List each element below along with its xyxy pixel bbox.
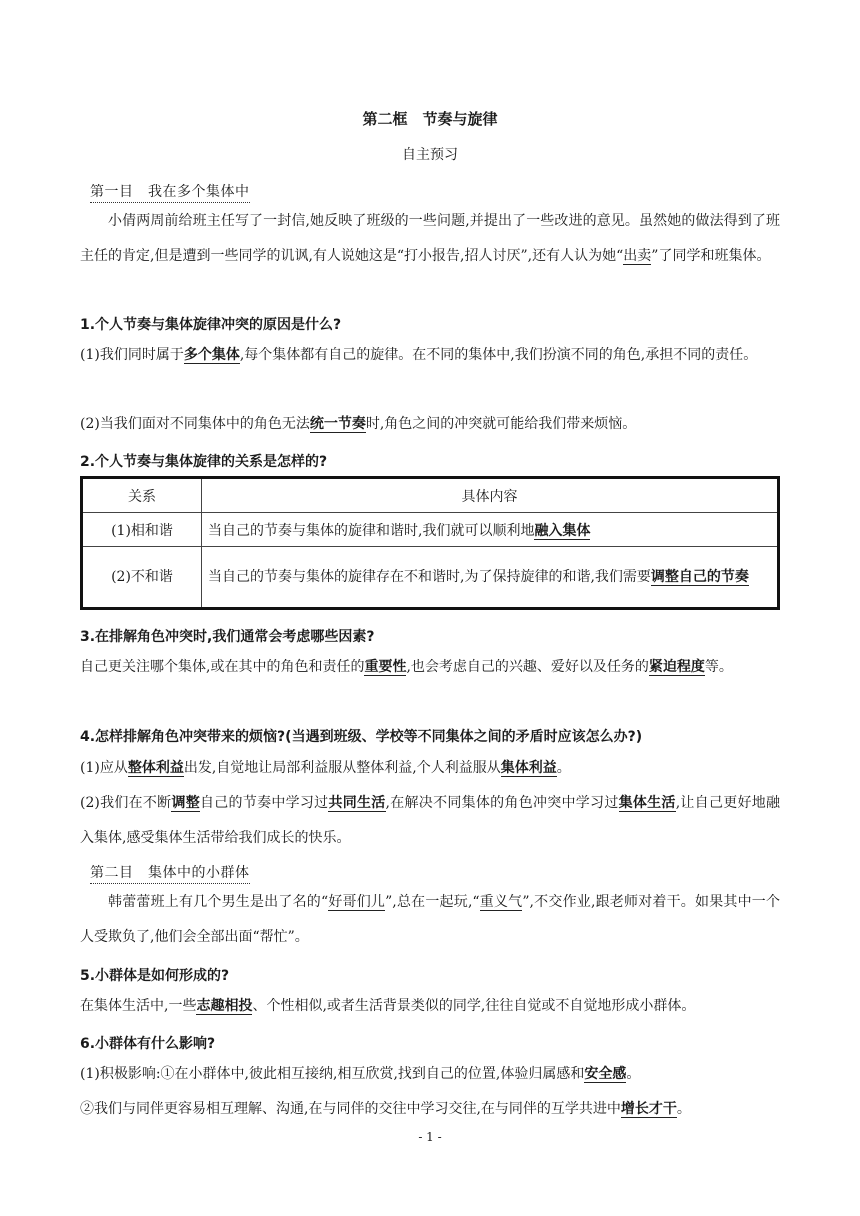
table-row [82, 547, 779, 609]
answer-text: (2)我们在不断 [80, 795, 172, 811]
answer-text: ,让自己更好地融入集体,感受集体生活带给我们成长的快乐。 [80, 795, 781, 846]
question-6: 6.小群体有什么影响? [80, 1036, 216, 1052]
answer-6-1 [80, 1057, 780, 1092]
answer-text: 出发,自觉地让局部利益服从整体利益,个人利益服从 [183, 760, 501, 776]
answer-key-term: 重要性 [364, 659, 407, 675]
answer-text: (1)积极影响:①在小群体中,彼此相互接纳,相互欣赏,找到自己的位置,体验归属感和 [80, 1066, 585, 1082]
story-text: ”,总在一起玩,“ [385, 894, 480, 910]
answer-key-term: 志趣相投 [196, 998, 253, 1014]
answer-key-term: 整体利益 [127, 760, 184, 776]
answer-key-term: 共同生活 [328, 795, 386, 811]
answer-key-term: 调整自己的节奏 [650, 569, 749, 585]
table-cell-content [202, 513, 779, 547]
question-1: 1.个人节奏与集体旋律冲突的原因是什么? [80, 317, 342, 333]
answer-key-term: 统一节奏 [309, 416, 366, 432]
answer-text: 时,角色之间的冲突就可能给我们带来烦恼。 [365, 416, 637, 432]
answer-5 [80, 989, 780, 1024]
story-underlined-text: 重义气 [479, 894, 523, 910]
story-underlined-text: 出卖 [623, 248, 652, 264]
answer-text: (1)我们同时属于 [80, 347, 184, 363]
answer-text: 。 [556, 760, 571, 776]
story-text: 韩蕾蕾班上有几个男生是出了名的“ [108, 894, 329, 910]
answer-key-term: 安全感 [584, 1066, 627, 1082]
answer-text: 在集体生活中,一些 [80, 998, 197, 1014]
table-cell-relation: (2)不和谐 [82, 547, 202, 609]
answer-text: 。 [626, 1066, 641, 1082]
table-header-content: 具体内容 [202, 478, 779, 513]
question-3: 3.在排解角色冲突时,我们通常会考虑哪些因素? [80, 629, 375, 645]
answer-4-1 [80, 751, 780, 786]
section-heading-1: 第一目 我在多个集体中 [90, 181, 250, 203]
table-header-relation: 关系 [82, 478, 202, 513]
table-cell-content [202, 547, 779, 609]
table-row [82, 513, 779, 547]
answer-text: (1)应从 [80, 760, 128, 776]
answer-3 [80, 650, 780, 685]
answer-key-term: 调整 [171, 795, 201, 811]
answer-text: 、个性相似,或者生活背景类似的同学,往往自觉或不自觉地形成小群体。 [252, 998, 696, 1014]
answer-text: (2)当我们面对不同集体中的角色无法 [80, 416, 310, 432]
question-2: 2.个人节奏与集体旋律的关系是怎样的? [80, 454, 328, 470]
answer-key-term: 集体生活 [618, 795, 676, 811]
answer-text: 等。 [704, 659, 733, 675]
answer-text: ,在解决不同集体的角色冲突中学习过 [385, 795, 619, 811]
answer-text: ,每个集体都有自己的旋律。在不同的集体中,我们扮演不同的角色,承担不同的责任。 [239, 347, 758, 363]
answer-1-1 [80, 338, 780, 373]
story-text: 小倩两周前给班主任写了一封信,她反映了班级的一些问题,并提出了一些改进的意见。虽然她的做法得到了班主任的肯定,但是遭到一些同学的讥讽,有人说她这是“打小报告,招人讨厌”,还有人认为她“ [80, 213, 780, 264]
answer-key-term: 紧迫程度 [648, 659, 705, 675]
story-paragraph-2 [80, 885, 780, 955]
question-4: 4.怎样排解角色冲突带来的烦恼?(当遇到班级、学校等不同集体之间的矛盾时应该怎么办?) [80, 729, 643, 745]
story-text: ”,不交作业,跟老师对着干。如果其中一个人受欺负了,他们会全部出面“帮忙”。 [80, 894, 780, 945]
answer-text: 。 [676, 1101, 691, 1117]
answer-6-2 [80, 1092, 780, 1127]
answer-key-term: 多个集体 [183, 347, 240, 363]
cell-text: 当自己的节奏与集体的旋律和谐时,我们就可以顺利地 [208, 522, 535, 539]
story-text: ”了同学和班集体。 [651, 248, 771, 264]
question-5: 5.小群体是如何形成的? [80, 968, 230, 984]
page-title: 第二框 节奏与旋律 [362, 110, 498, 128]
section-heading-2: 第二目 集体中的小群体 [90, 862, 250, 884]
page-subtitle: 自主预习 [402, 147, 458, 163]
answer-text: ,也会考虑自己的兴趣、爱好以及任务的 [406, 659, 649, 675]
answer-key-term: 集体利益 [500, 760, 557, 776]
answer-text: 自己的节奏中学习过 [200, 795, 329, 811]
page-number: - 1 - [418, 1130, 442, 1144]
story-underlined-text: 好哥们儿 [328, 894, 386, 910]
answer-4-2 [80, 786, 780, 856]
cell-text: 当自己的节奏与集体的旋律存在不和谐时,为了保持旋律的和谐,我们需要 [208, 569, 651, 585]
relation-table [80, 476, 780, 610]
answer-1-2 [80, 407, 780, 442]
story-paragraph-1 [80, 204, 780, 274]
answer-text: 自己更关注哪个集体,或在其中的角色和责任的 [80, 659, 365, 675]
answer-key-term: 增长才干 [620, 1101, 677, 1117]
table-header-row [82, 478, 779, 513]
answer-key-term: 融入集体 [534, 522, 591, 539]
answer-text: ②我们与同伴更容易相互理解、沟通,在与同伴的交往中学习交往,在与同伴的互学共进中 [80, 1101, 621, 1117]
table-cell-relation: (1)相和谐 [82, 513, 202, 547]
